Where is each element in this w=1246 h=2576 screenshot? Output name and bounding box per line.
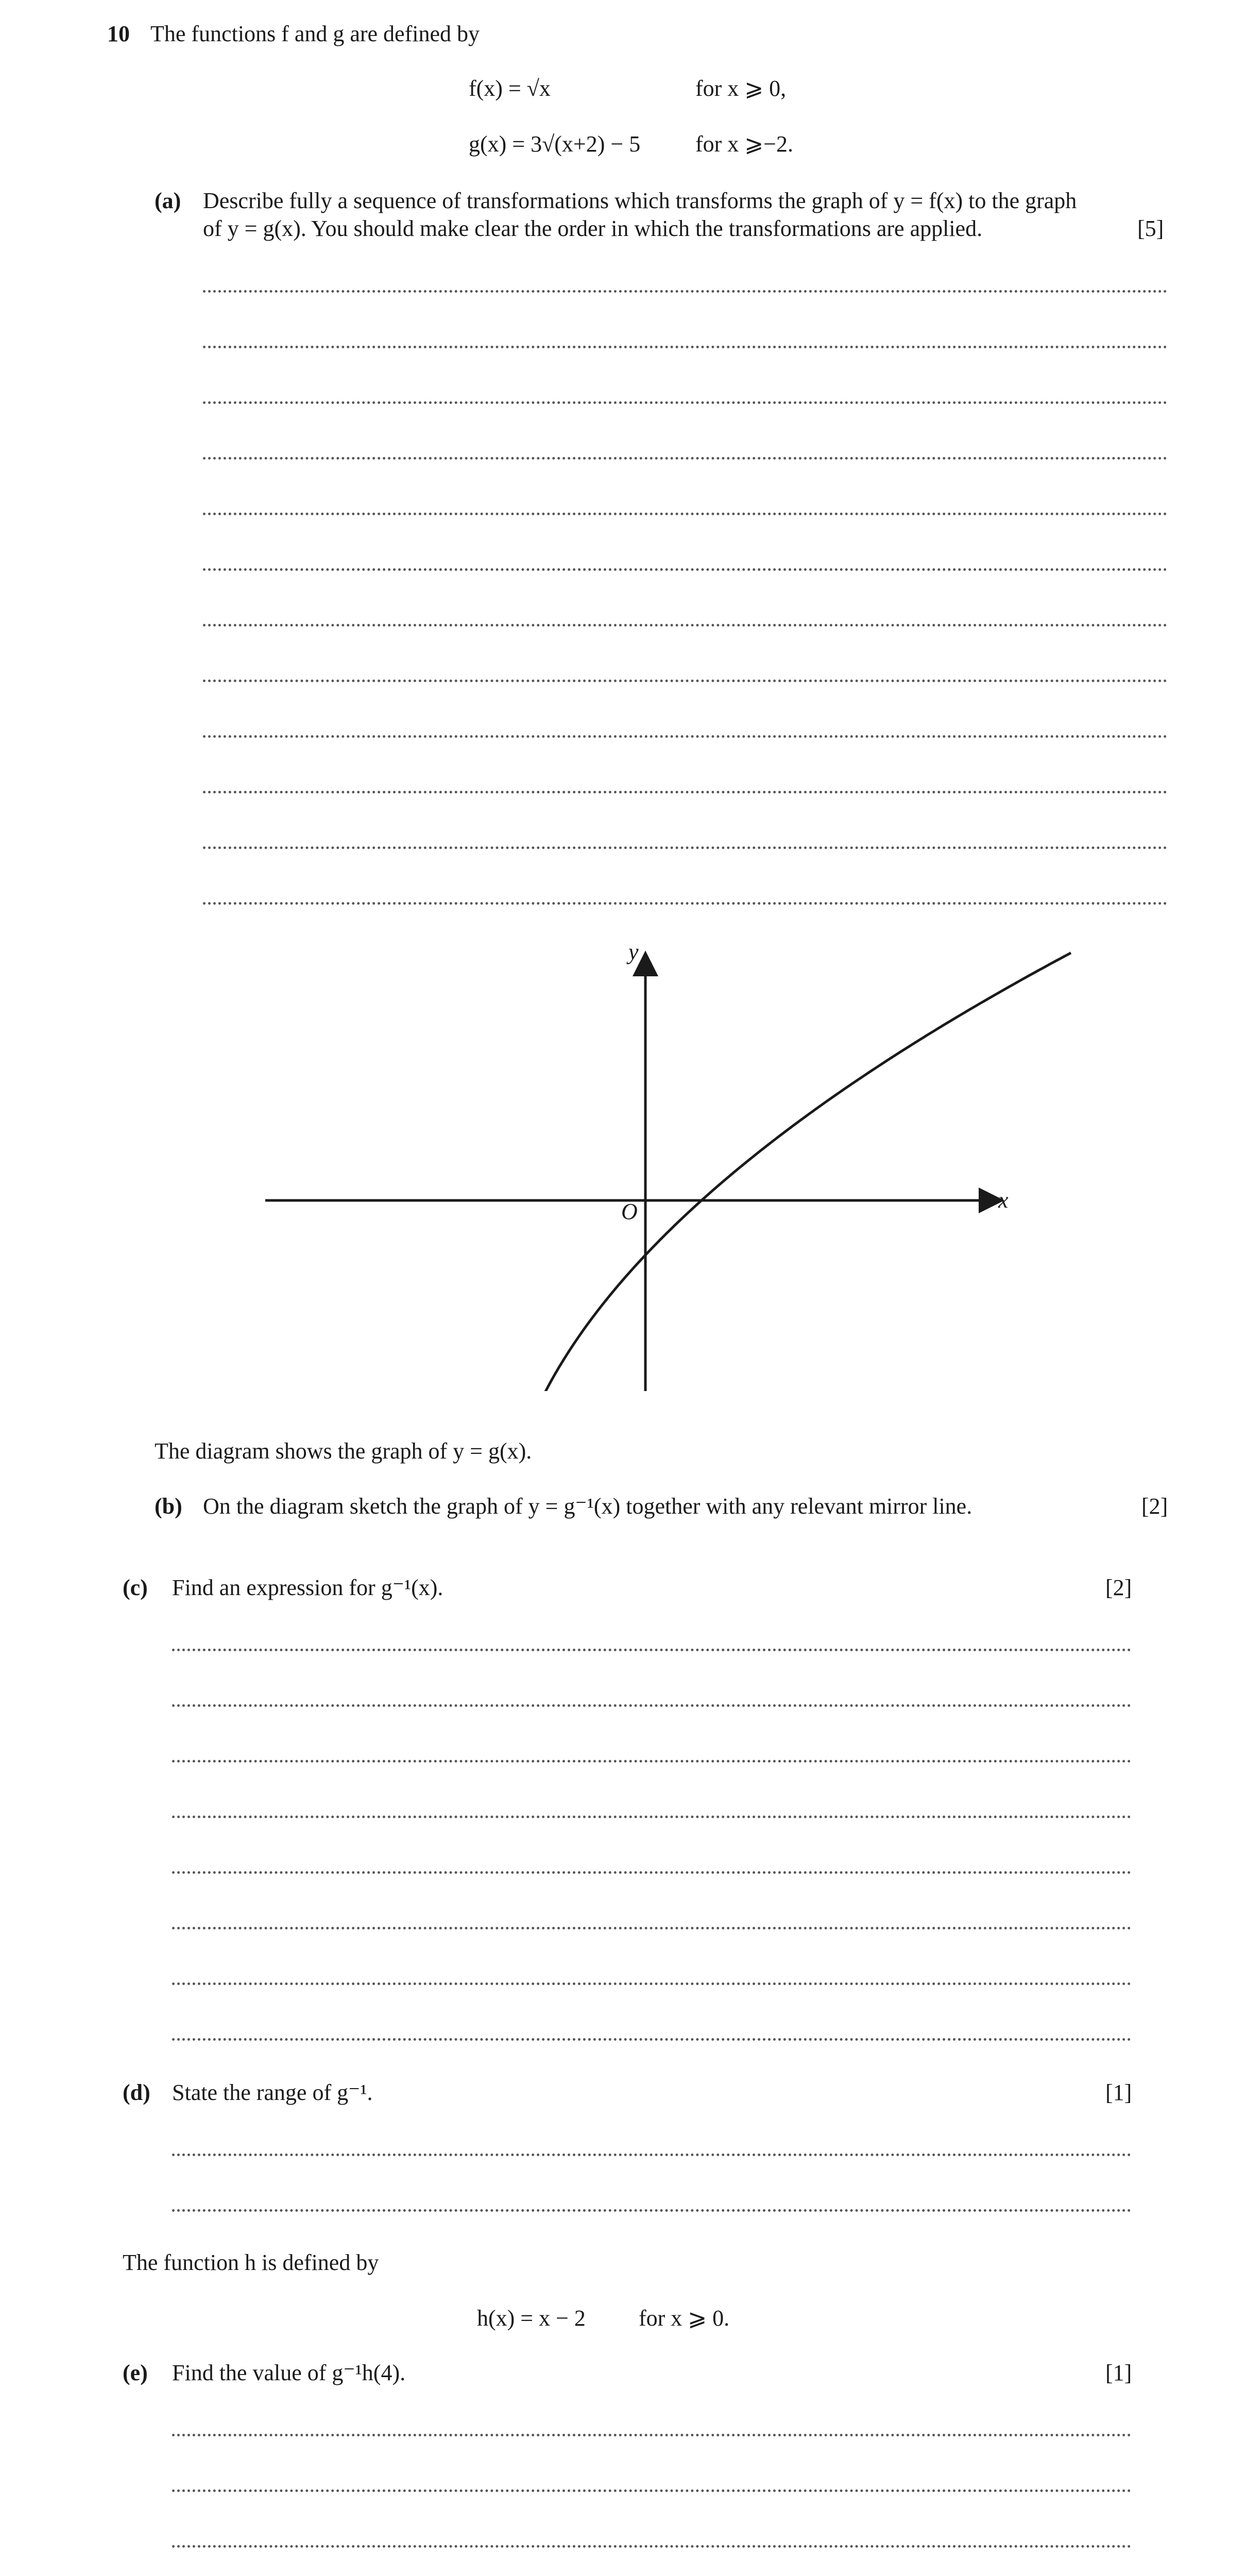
part-a-text-line1: Describe fully a sequence of transformations which transforms the graph of y = f(x) to the graph [203,188,1077,213]
origin-label: O [621,1199,638,1224]
answer-line[interactable] [172,2545,1131,2548]
part-b-marks: [2] [1141,1494,1168,1519]
graph-curve [544,953,1071,1392]
h-intro: The function h is defined by [123,2250,379,2275]
answer-line[interactable] [172,1871,1131,1874]
h-domain: for x ⩾ 0. [639,2306,730,2331]
answer-line[interactable] [172,2209,1131,2212]
answer-line[interactable] [203,513,1167,515]
g-domain: for x ⩾−2. [695,131,793,157]
part-a-marks: [5] [1137,216,1164,241]
answer-line[interactable] [172,2154,1131,2156]
part-a-text-line2: of y = g(x). You should make clear the order in which the transformations are applied. [203,216,983,241]
y-axis-label: y [628,939,639,964]
answer-line[interactable] [203,457,1167,460]
part-c-marks: [2] [1105,1575,1132,1600]
f-definition: f(x) = √x [469,76,551,101]
answer-line[interactable] [172,1982,1131,1985]
part-e-label: (e) [123,2360,148,2385]
answer-line[interactable] [203,846,1167,849]
answer-line[interactable] [203,902,1167,905]
part-c-label: (c) [123,1575,148,1600]
answer-line[interactable] [172,1760,1131,1762]
part-a-label: (a) [155,188,181,213]
answer-line[interactable] [203,624,1167,626]
question-intro: The functions f and g are defined by [150,21,480,46]
answer-line[interactable] [203,791,1167,793]
answer-line[interactable] [172,1704,1131,1707]
part-e-text: Find the value of g⁻¹h(4). [172,2360,406,2385]
answer-line[interactable] [203,568,1167,571]
answer-line[interactable] [203,680,1167,682]
answer-line[interactable] [203,290,1167,293]
answer-line[interactable] [172,2038,1131,2041]
part-d-text: State the range of g⁻¹. [172,2080,373,2105]
part-c-text: Find an expression for g⁻¹(x). [172,1575,443,1600]
answer-line[interactable] [203,401,1167,404]
answer-line[interactable] [172,1649,1131,1651]
part-b-text: On the diagram sketch the graph of y = g⁻¹(x) together with any relevant mirror line. [203,1494,972,1519]
g-definition: g(x) = 3√(x+2) − 5 [469,131,641,157]
answer-line[interactable] [203,735,1167,738]
graph-diagram[interactable] [0,927,1246,1391]
f-domain: for x ⩾ 0, [695,76,787,101]
answer-line[interactable] [203,346,1167,348]
part-b-label: (b) [155,1494,182,1519]
answer-line[interactable] [172,1816,1131,1818]
part-d-marks: [1] [1105,2080,1132,2105]
part-e-marks: [1] [1105,2360,1132,2385]
answer-line[interactable] [172,2434,1131,2436]
answer-line[interactable] [172,2489,1131,2492]
x-axis-label: x [998,1188,1009,1213]
answer-line[interactable] [172,1927,1131,1929]
h-definition: h(x) = x − 2 [477,2306,586,2331]
part-d-label: (d) [123,2080,150,2105]
diagram-caption: The diagram shows the graph of y = g(x). [155,1438,532,1464]
question-number: 10 [107,21,130,46]
